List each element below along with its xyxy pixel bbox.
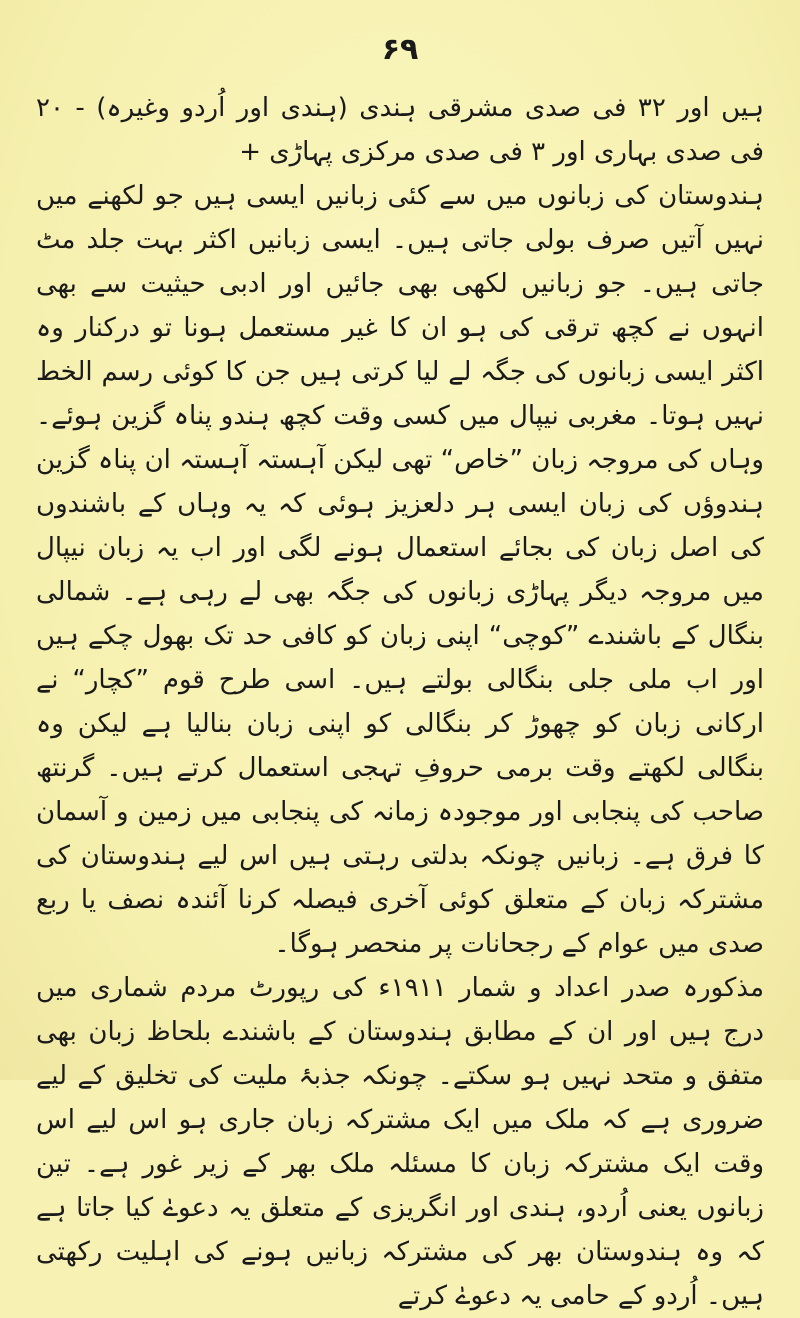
page-number: ۶۹: [381, 32, 419, 67]
body-text: [36, 86, 764, 1318]
paragraph-2: ہندوستان کی زبانوں میں سے کئی زبانیں ایسی ہیں جو لکھنے میں نہیں آتیں صرف بولی جاتی ہیں۔ ایسی زبانیں اکثر بہت جلد مٹ جاتی ہیں۔ جو زبانیں لکھی بھی جائیں اور ادبی حیثیت سے بھی انہوں نے کچھ ترقی کی ہو ان کا غیر مستعمل ہونا تو درکنار وہ اکثر ایسی زبانوں کی جگہ لے لیا کرتی ہیں جن کا کوئی رسم الخط نہیں ہوتا۔ مغربی نیپال میں کسی وقت کچھ ہندو پناہ گزین ہوئے۔ وہاں کی مروجہ زبان ”خاص“ تھی لیکن آہستہ آہستہ ان پناہ گزین ہندوؤں کی زبان ایسی ہر دلعزیز ہوئی کہ یہ وہاں کے باشندوں کی اصل زبان کی بجائے استعمال ہونے لگی اور اب یہ زبان نیپال میں مروجہ دیگر پہاڑی زبانوں کی جگہ بھی لے رہی ہے۔ شمالی بنگال کے باشندے ”کوچی“ اپنی زبان کو کافی حد تک بھول چکے ہیں اور اب ملی جلی بنگالی بولتے ہیں۔ اسی طرح قوم ”کچار“ نے ارکانی زبان کو چھوڑ کر بنگالی کو اپنی زبان بنالیا ہے لیکن وہ بنگالی لکھتے وقت برمی حروفِ تہجی استعمال کرتے ہیں۔ گرنتھ صاحب کی پنجابی اور موجودہ زمانہ کی پنجابی میں زمین و آسمان کا فرق ہے۔ زبانیں چونکہ بدلتی رہتی ہیں اس لیے ہندوستان کی مشترکہ زبان کے متعلق کوئی آخری فیصلہ کرنا آئندہ نصف یا ربع صدی میں عوام کے رجحانات پر منحصر ہوگا۔: [36, 181, 764, 959]
paragraph-3: مذکورہ صدر اعداد و شمار ۱۹۱۱ء کی رپورٹ مردم شماری میں درج ہیں اور ان کے مطابق ہندوستان کے باشندے بلحاظ زبان بھی متفق و متحد نہیں ہو سکتے۔ چونکہ جذبۂ ملیت کی تخلیق کے لیے ضروری ہے کہ ملک میں ایک مشترکہ زبان جاری ہو اس لیے اس وقت ایک مشترکہ زبان کا مسئلہ ملک بھر کے زیر غور ہے۔ تین زبانوں یعنی اُردو، ہندی اور انگریزی کے متعلق یہ دعوےٰ کیا جاتا ہے کہ وہ ہندوستان بھر کی مشترکہ زبانیں ہونے کی اہلیت رکھتی ہیں۔ اُردو کے حامی یہ دعوےٰ کرتے: [36, 973, 764, 1311]
paragraph-1: ہیں اور ۳۲ فی صدی مشرقی ہندی (ہندی اور اُردو وغیرہ) - ۲۰ فی صدی بہاری اور ۳ فی صدی مرکزی پہاڑی +: [36, 93, 764, 167]
